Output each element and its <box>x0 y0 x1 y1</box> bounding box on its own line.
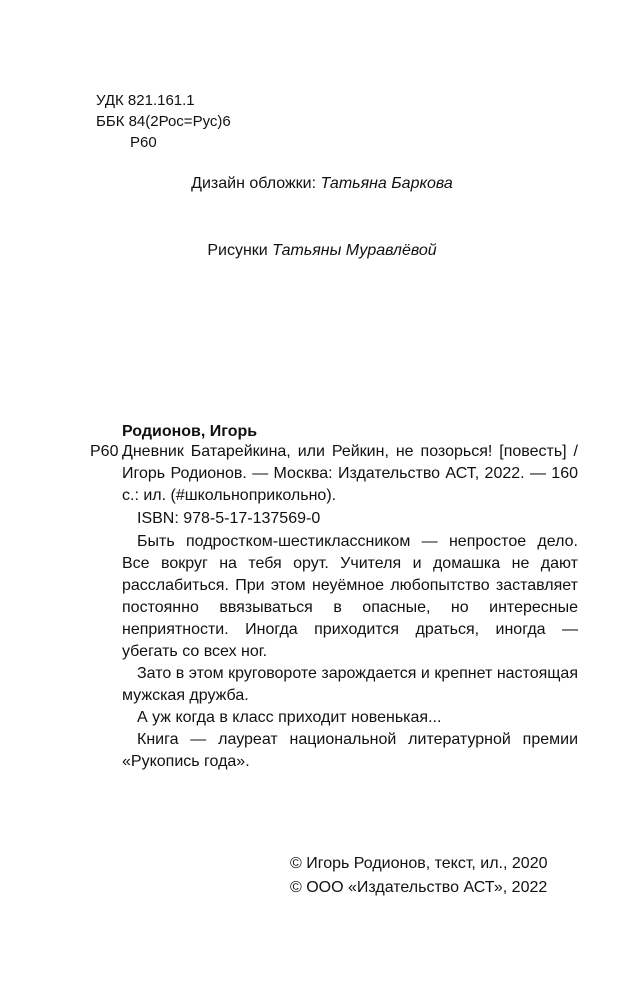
copyright-notices <box>290 852 547 900</box>
copyright-author: © Игорь Родионов, текст, ил., 2020 <box>290 855 548 872</box>
bibliographic-description <box>90 441 578 507</box>
cover-design-credit <box>0 174 644 193</box>
author-mark: Р60 <box>130 134 157 151</box>
illustrator-name: Татьяны Муравлёвой <box>272 242 437 259</box>
isbn: ISBN: 978-5-17-137569-0 <box>137 510 321 527</box>
classification-codes <box>96 90 231 153</box>
cover-design-label: Дизайн обложки: <box>191 175 317 192</box>
annotation-paragraph: Книга — лауреат национальной литературной премии «Рукопись года». <box>122 731 578 770</box>
annotation-paragraph: Зато в этом круговороте зарождается и крепнет настоящая мужская дружба. <box>122 665 578 704</box>
illustrations-credit <box>0 241 644 260</box>
udk-code: УДК 821.161.1 <box>96 92 195 109</box>
description-text: Дневник Батарейкина, или Рейкин, не позорься! [повесть] / Игорь Родионов. — Москва: Издательство АСТ, 2022. — 160 с.: ил. (#школьноприкольно). <box>122 443 578 504</box>
annotation-paragraph: Быть подростком-шестиклассником — непростое дело. Все вокруг на тебя орут. Учителя и домашка не дают расслабиться. При этом неуёмное любопытство заставляет постоянно ввязываться в опасные, но интересные неприятности. Иногда приходится драться, иногда — убегать со всех ног. <box>122 533 578 660</box>
bbk-code: ББК 84(2Рос=Рус)6 <box>96 113 231 130</box>
cover-designer-name: Татьяна Баркова <box>320 175 453 192</box>
record-code: Р60 <box>90 443 119 460</box>
copyright-publisher: © ООО «Издательство АСТ», 2022 <box>290 879 548 896</box>
record-author: Родионов, Игорь <box>122 423 258 440</box>
annotation <box>122 531 578 773</box>
illustrations-label: Рисунки <box>207 242 268 259</box>
annotation-paragraph: А уж когда в класс приходит новенькая... <box>137 709 442 726</box>
